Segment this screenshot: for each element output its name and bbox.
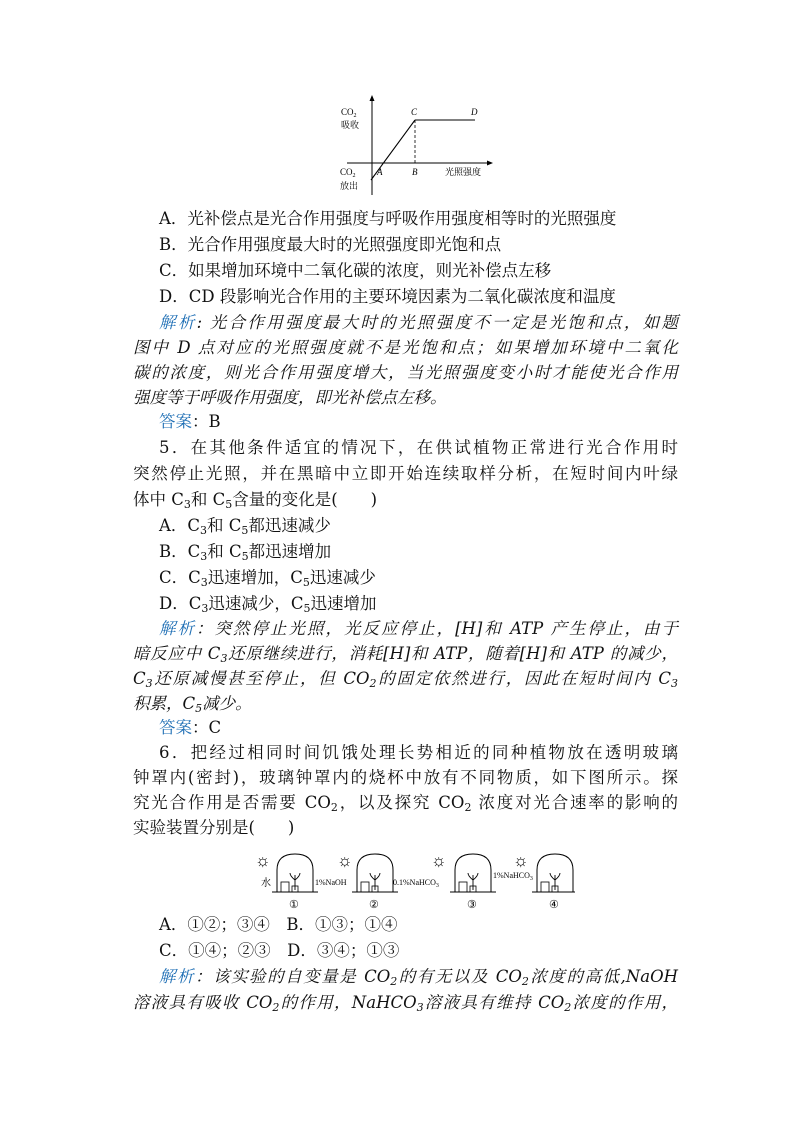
sun-icon: ☼ — [513, 851, 529, 870]
q4-option-a: A．光补偿点是光合作用强度与呼吸作用强度相等时的光照强度 — [159, 209, 617, 228]
q5-explanation-line-3: $C_3$还原减慢甚至停止，但 $CO_2$的固定依然进行，因此在短时间内 $C_3$ — [133, 669, 678, 690]
x-axis-arrow — [487, 161, 493, 166]
q6-stem-line-4: 实验装置分别是( ) — [133, 818, 295, 837]
q4-explanation-line-3: 碳的浓度，则光合作用强度增大，当光照强度变小时才能使光合作用 — [133, 363, 678, 382]
q6-options-row-2 — [159, 939, 704, 963]
light-intensity-graph — [335, 95, 495, 197]
q5-option-c: C．$C_3$迅速增加，$C_5$迅速减少 — [159, 568, 376, 589]
q4-explanation-line-4: 强度等于呼吸作用强度，即光补偿点左移。 — [133, 388, 447, 407]
q6-explanation-line-1: 解析：该实验的自变量是 $CO_2$的有无以及 $CO_2$浓度的高低,NaOH — [159, 967, 678, 988]
number-1: ① — [289, 899, 299, 911]
q5-explanation-line-2: 暗反应中 $C_3$还原继续进行，消耗[H]和 ATP，随着[H]和 ATP 的减少， — [133, 644, 678, 665]
q6-stem-line-2: 钟罩内(密封)，玻璃钟罩内的烧杯中放有不同物质，如下图所示。探 — [133, 768, 678, 787]
q6-stem-line-1: 6．把经过相同时间饥饿处理长势相近的同种植物放在透明玻璃 — [159, 743, 678, 762]
q4-explanation-line-2: 图中 D 点对应的光照强度就不是光饱和点；如果增加环境中二氧化 — [133, 338, 678, 357]
q5-answer: 答案：C — [159, 718, 222, 737]
apparatus-4 — [493, 851, 575, 911]
apparatus-1 — [255, 851, 318, 911]
point-d-label: D — [471, 107, 478, 117]
q6-option-a: A．①②；③④ — [159, 915, 270, 934]
number-4: ④ — [549, 899, 559, 911]
explanation-label: 解析 — [159, 619, 197, 638]
y-bot-label: $CO_2$ — [340, 167, 356, 179]
bell-jar-apparatus-figure — [255, 848, 575, 914]
number-2: ② — [369, 899, 379, 911]
water-label: 水 — [261, 878, 271, 889]
q5-stem-line-1: 5．在其他条件适宜的情况下，在供试植物正常进行光合作用时 — [159, 438, 678, 457]
q5-explanation-line-1: 解析：突然停止光照，光反应停止，[H]和 ATP 产生停止，由于 — [159, 619, 679, 638]
q6-explanation-line-2: 溶液具有吸收 $CO_2$的作用，NaHCO$_3$溶液具有维持 $CO_2$浓度的作用， — [133, 993, 678, 1014]
y-top-label-2: 吸收 — [341, 120, 360, 130]
point-b-label: B — [412, 167, 418, 177]
q6-option-b: B．①③；①④ — [286, 915, 398, 934]
q6-stem-line-3: 究光合作用是否需要 $CO_2$，以及探究 $CO_2$ 浓度对光合速率的影响的 — [133, 793, 678, 814]
sun-icon: ☼ — [255, 851, 271, 870]
q4-answer: 答案：B — [159, 412, 221, 431]
y-bot-label-2: 放出 — [340, 181, 359, 191]
point-c-label: C — [411, 107, 418, 117]
q5-option-a: A．$C_3$和 $C_5$都迅速减少 — [159, 516, 331, 537]
sun-icon: ☼ — [431, 851, 447, 870]
q4-explanation-line-1: 解析: 光合作用强度最大时的光照强度不一定是光饱和点，如题 — [159, 313, 679, 332]
q6-options-row-1 — [159, 913, 704, 937]
nahco3-low-label: 0.1%NaHCO$_3$ — [393, 878, 439, 889]
q5-option-b: B．$C_3$和 $C_5$都迅速增加 — [159, 542, 332, 563]
explanation-label: 解析 — [159, 967, 196, 986]
x-axis-label: 光照强度 — [445, 167, 482, 177]
q5-option-d: D．$C_3$迅速减少，$C_5$迅速增加 — [159, 594, 377, 615]
explanation-label: 解析 — [159, 313, 197, 332]
sun-icon: ☼ — [337, 851, 353, 870]
naoh-label: 1%NaOH — [315, 878, 347, 887]
answer-label: 答案 — [159, 718, 192, 737]
q5-stem-line-2: 突然停止光照，并在黑暗中立即开始连续取样分析，在短时间内叶绿 — [133, 464, 678, 483]
answer-label: 答案 — [159, 412, 192, 431]
y-top-label: $CO_2$ — [341, 107, 357, 119]
q5-explanation-line-4: 积累，$C_5$减少。 — [133, 694, 252, 715]
q6-option-c: C．①④；②③ — [159, 941, 271, 960]
q4-option-d: D．CD 段影响光合作用的主要环境因素为二氧化碳浓度和温度 — [159, 287, 616, 306]
y-axis-arrow — [370, 95, 375, 101]
q4-option-c: C．如果增加环境中二氧化碳的浓度，则光补偿点左移 — [159, 261, 552, 280]
q6-option-d: D．③④；①③ — [287, 941, 400, 960]
q5-stem-line-3: 体中 $C_3$和 $C_5$含量的变化是( ) — [133, 490, 378, 511]
apparatus-2 — [315, 851, 398, 911]
q4-option-b: B．光合作用强度最大时的光照强度即光饱和点 — [159, 235, 502, 254]
point-a-label: A — [377, 167, 383, 177]
apparatus-3 — [393, 851, 496, 911]
number-3: ③ — [467, 899, 477, 911]
nahco3-high-label: 1%NaHCO$_3$ — [493, 871, 533, 882]
